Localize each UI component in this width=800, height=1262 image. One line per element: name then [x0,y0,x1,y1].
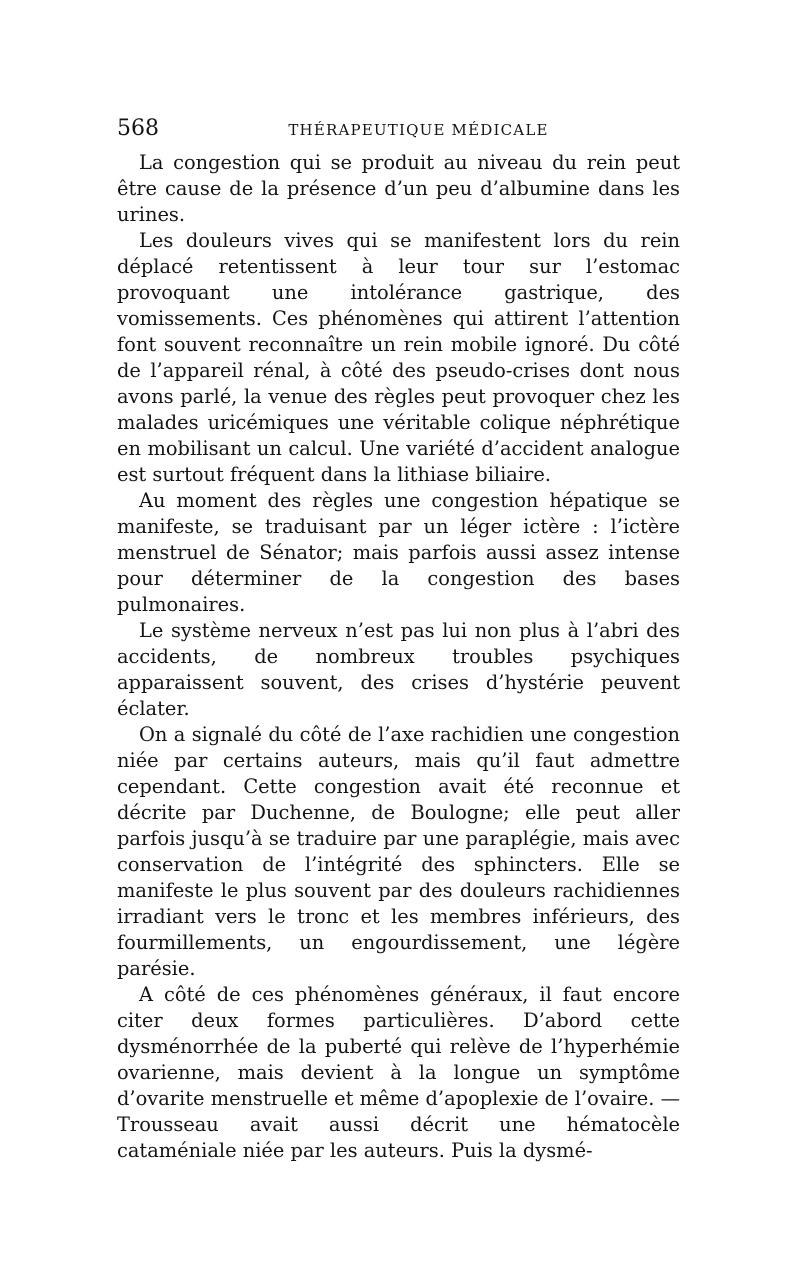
page-number: 568 [117,116,159,141]
paragraph-albumine: La congestion qui se produit au niveau du rein peut être cause de la présence d’un peu d’albumine dans les urines. [117,151,680,226]
paragraph-axe-rachidien: On a signalé du côté de l’axe rachidien une congestion niée par certains auteurs, mais qu’il faut admettre cependant. Cette congestion avait été reconnue et décrite par Duchenne, de Boulogne; elle peut aller parfois jusqu’à se traduire par une paraplégie, mais avec conservation de l’intégrité des sphincters. Elle se manifeste le plus souvent par des douleurs rachidiennes irradiant vers le tronc et les membres inférieurs, des fourmillements, un engourdissement, une légère parésie. [117,723,680,980]
paragraph-formes-particulieres: A côté de ces phénomènes généraux, il faut encore citer deux formes particulières. D’abord cette dysménorrhée de la puberté qui relève de l’hyperhémie ovarienne, mais devient à la longue un symptôme d’ovarite menstruelle et même d’apoplexie de l’ovaire. — Trousseau avait aussi décrit une hématocèle cataméniale niée par les auteurs. Puis la dysmé- [117,983,680,1162]
paragraph-systeme-nerveux: Le système nerveux n’est pas lui non plus à l’abri des accidents, de nombreux troubles psychiques apparaissent souvent, des crises d’hystérie peuvent éclater. [117,619,680,720]
body-text [117,150,680,1164]
paragraph-congestion-hepatique: Au moment des règles une congestion hépatique se manifeste, se traduisant par un léger ictère : l’ictère menstruel de Sénator; mais parfois aussi assez intense pour déterminer de la congestion des bases pulmonaires. [117,489,680,616]
paragraph-douleurs: Les douleurs vives qui se manifestent lors du rein déplacé retentissent à leur tour sur l’estomac provoquant une intolérance gastrique, des vomissements. Ces phénomènes qui attirent l’attention font souvent reconnaître un rein mobile ignoré. Du côté de l’appareil rénal, à côté des pseudo-crises dont nous avons parlé, la venue des règles peut provoquer chez les malades uricémiques une véritable colique néphrétique en mobilisant un calcul. Une variété d’accident analogue est surtout fréquent dans la lithiase biliaire. [117,229,680,486]
running-title: THÉRAPEUTIQUE MÉDICALE [288,121,549,139]
running-head [117,114,680,144]
